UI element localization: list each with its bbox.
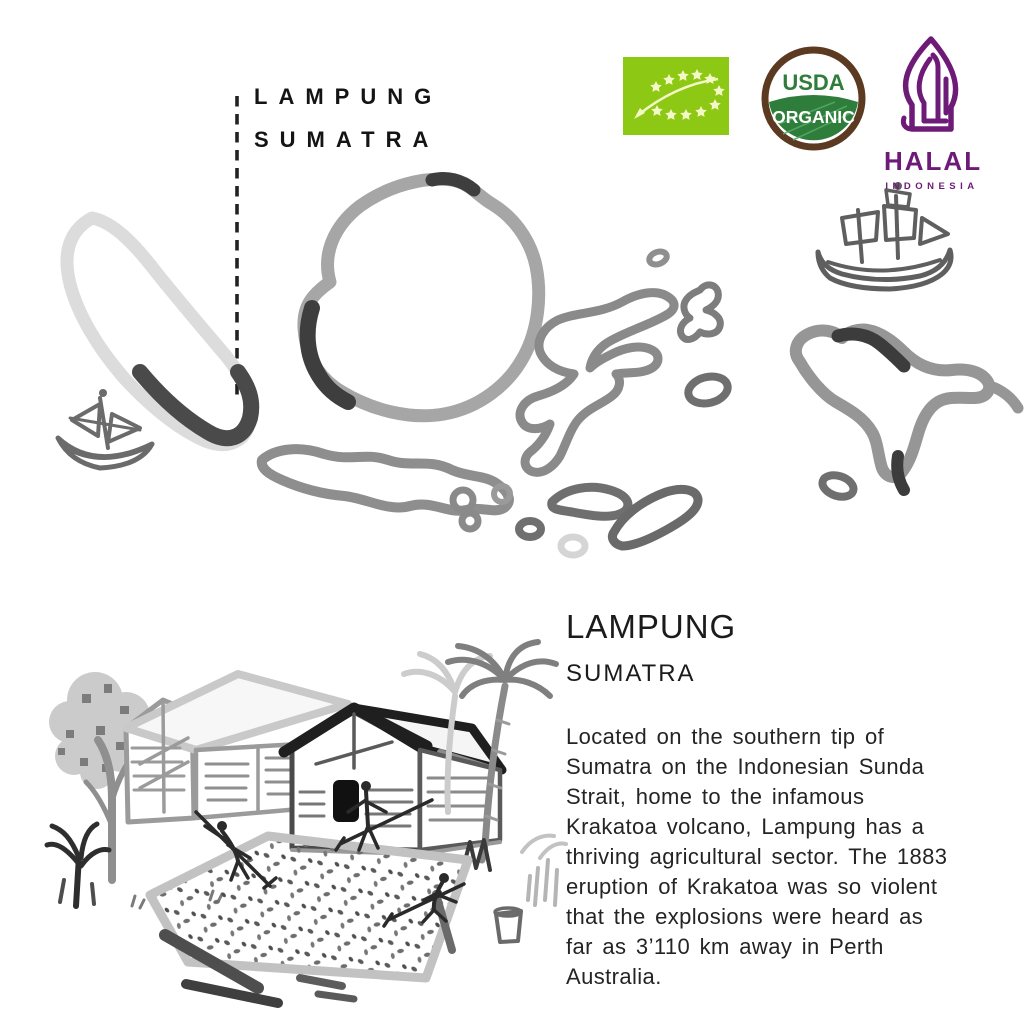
- region-info-block: [566, 608, 998, 992]
- halal-gunungan-icon: [890, 33, 974, 139]
- usda-word: USDA: [782, 70, 845, 95]
- small-island-south-papua: [820, 472, 857, 501]
- house-icon: [284, 708, 502, 854]
- island-halmahera: [680, 285, 720, 340]
- sailing-ship-icon: [818, 182, 951, 289]
- body-line: Krakatoa volcano, Lampung has a: [566, 814, 925, 839]
- eu-organic-logo: [623, 57, 729, 135]
- body-line: Strait, home to the infamous: [566, 784, 865, 809]
- bucket-icon: [495, 908, 521, 942]
- usda-organic-seal: [761, 46, 866, 151]
- usda-organic-seal-icon: [761, 46, 866, 151]
- map-label-region: LAMPUNG: [254, 84, 443, 109]
- info-title: LAMPUNG: [566, 608, 737, 645]
- body-line: thriving agricultural sector. The 1883: [566, 844, 948, 869]
- body-line: that the explosions were heard as: [566, 904, 924, 929]
- body-line: Located on the southern tip of: [566, 724, 885, 749]
- body-line: Sumatra on the Indonesian Sunda: [566, 754, 925, 779]
- coffee-village-illustration-icon: [47, 642, 566, 1003]
- map-label-island: SUMATRA: [254, 127, 440, 152]
- halal-indonesia-logo: [884, 33, 983, 192]
- eu-organic-leaf-icon: [623, 57, 729, 135]
- coffee-drying-mat-icon: [150, 836, 468, 988]
- island-sulawesi: [520, 293, 674, 473]
- body-line: Australia.: [566, 964, 662, 989]
- lesser-sunda-islands: [453, 486, 698, 555]
- island-borneo: [304, 178, 539, 415]
- info-subtitle: SUMATRA: [566, 660, 696, 687]
- info-body: [566, 722, 998, 992]
- indonesia-archipelago-map-icon: [58, 178, 1018, 555]
- island-sumatra: [67, 218, 251, 445]
- body-line: far as 3’110 km away in Perth: [566, 934, 884, 959]
- halal-word: HALAL: [884, 146, 983, 176]
- small-islands-north: [647, 249, 668, 266]
- banana-plant-icon: [47, 824, 109, 906]
- map-callout-label: [254, 84, 442, 153]
- body-line: eruption of Krakatoa was so violent: [566, 874, 938, 899]
- island-papua: [796, 329, 1018, 490]
- island-seram: [685, 373, 730, 408]
- organic-word: ORGANIC: [772, 107, 855, 127]
- halal-indonesia-word: INDONESIA: [885, 181, 979, 192]
